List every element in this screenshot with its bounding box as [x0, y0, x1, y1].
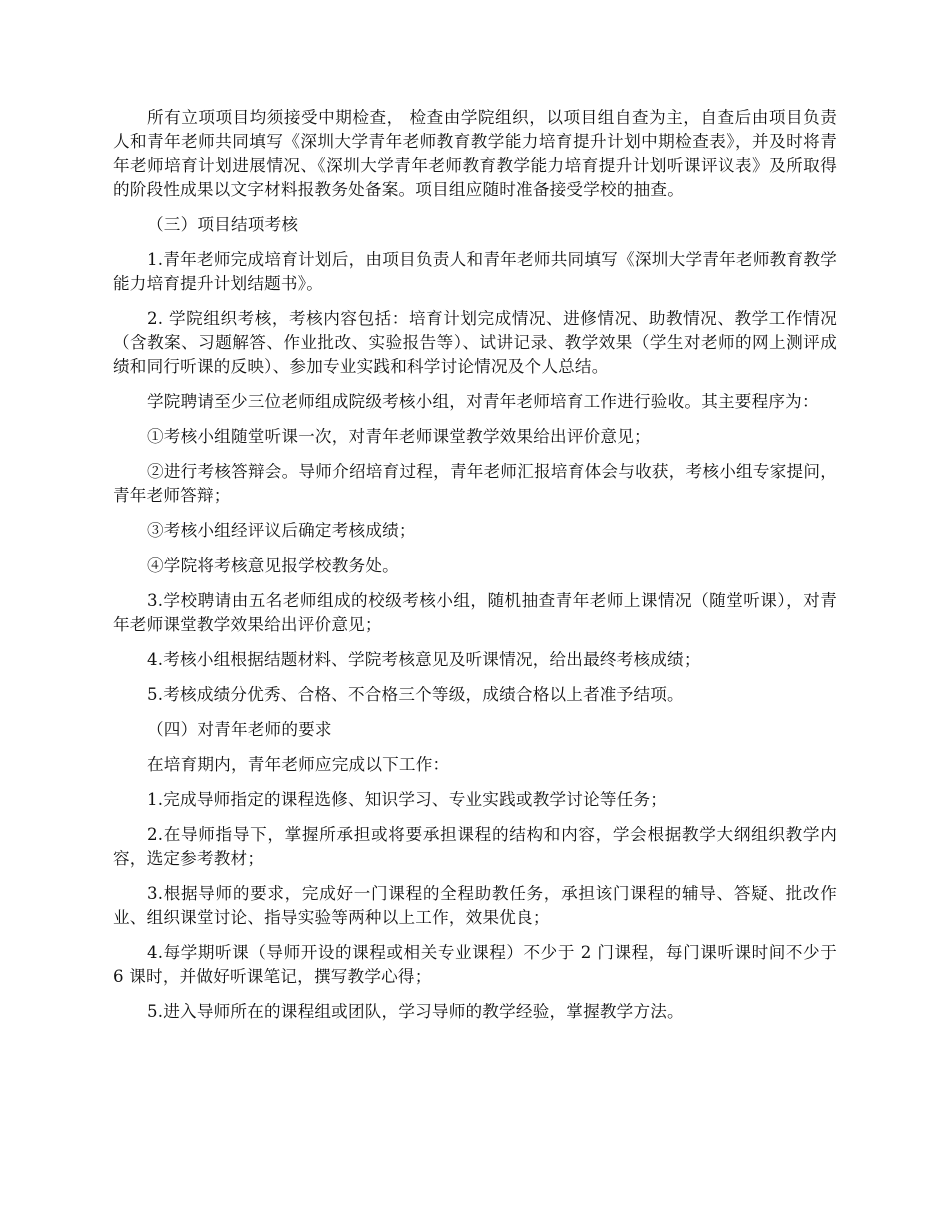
document-body — [113, 106, 837, 1035]
paragraph-step: ③考核小组经评议后确定考核成绩； — [147, 521, 416, 540]
paragraph-midterm-check: 所有立项项目均须接受中期检查， 检查由学院组织，以项目组自查为主，自查后由项目负责人和青年老师共同填写《深圳大学青年老师教育教学能力培育提升计划中期检查表》，并及时将青年老师培育计划进展情况、《深圳大学青年老师教育教学能力培育提升计划听课评议表》及所取得的阶段性成果以文字材料报教务处备案。项目组应随时准备接受学校的抽查。 — [113, 108, 837, 199]
paragraph-step: ①考核小组随堂听课一次，对青年老师课堂教学效果给出评价意见； — [147, 427, 651, 446]
paragraph-item: 1.完成导师指定的课程选修、知识学习、专业实践或教学讨论等任务； — [147, 790, 668, 809]
paragraph-item: 2.在导师指导下，掌握所承担或将要承担课程的结构和内容，学会根据教学大纲组织教学内容，选定参考教材； — [113, 825, 837, 868]
section-heading-requirements: （四）对青年老师的要求 — [147, 720, 332, 739]
paragraph-text: 在培育期内，青年老师应完成以下工作： — [147, 755, 450, 774]
paragraph-item: 3.根据导师的要求，完成好一门课程的全程助教任务，承担该门课程的辅导、答疑、批改作业、组织课堂讨论、指导实验等两种以上工作，效果优良； — [113, 884, 837, 927]
section-heading-project-completion: （三）项目结项考核 — [147, 215, 299, 234]
paragraph-item: 2. 学院组织考核，考核内容包括：培育计划完成情况、进修情况、助教情况、教学工作情况（含教案、习题解答、作业批改、实验报告等）、试讲记录、教学效果（学生对老师的网上测评成绩和同行听课的反映）、参加专业实践和科学讨论情况及个人总结。 — [113, 309, 837, 376]
paragraph-item: 5.考核成绩分优秀、合格、不合格三个等级，成绩合格以上者准予结项。 — [147, 685, 684, 704]
paragraph-step: ②进行考核答辩会。导师介绍培育过程，青年老师汇报培育体会与收获，考核小组专家提问，青年老师答辩； — [113, 462, 837, 505]
paragraph-item: 4.每学期听课（导师开设的课程或相关专业课程）不少于 2 门课程，每门课听课时间不少于 6 课时，并做好听课笔记，撰写教学心得； — [113, 943, 837, 986]
paragraph-step: ④学院将考核意见报学校教务处。 — [147, 556, 399, 575]
paragraph-item: 5.进入导师所在的课程组或团队，学习导师的教学经验，掌握教学方法。 — [147, 1002, 684, 1021]
paragraph-item: 3.学校聘请由五名老师组成的校级考核小组，随机抽查青年老师上课情况（随堂听课），对青年老师课堂教学效果给出评价意见； — [113, 591, 837, 634]
paragraph-text: 学院聘请至少三位老师组成院级考核小组，对青年老师培育工作进行验收。其主要程序为： — [147, 392, 819, 411]
paragraph-item: 4.考核小组根据结题材料、学院考核意见及听课情况，给出最终考核成绩； — [147, 650, 701, 669]
paragraph-item: 1.青年老师完成培育计划后，由项目负责人和青年老师共同填写《深圳大学青年老师教育教学能力培育提升计划结题书》。 — [113, 250, 837, 293]
